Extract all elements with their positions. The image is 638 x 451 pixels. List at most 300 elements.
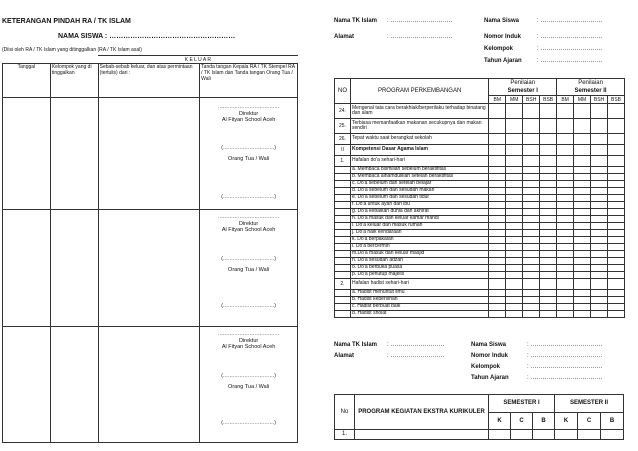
sign-top-dots: ………………………………. [217,331,280,337]
grade-cell[interactable] [540,167,557,174]
footer-value-alamat: : ……………………… [387,353,445,359]
grade-cell[interactable] [557,188,574,195]
grade-cell[interactable] [557,230,574,237]
grade-cell[interactable] [523,304,540,311]
label-kelompok: Kelompok [484,46,514,52]
row-no [335,188,351,195]
grade-cell[interactable] [523,156,540,167]
grade-cell[interactable] [574,297,591,304]
grade-cell[interactable] [591,134,608,145]
grade-cell[interactable] [540,174,557,181]
grade-cell[interactable] [591,181,608,188]
grade-cell[interactable] [506,209,523,216]
footer-value-nama-tk: : ……………………… [387,342,445,348]
grade-label: BSB [607,96,624,104]
grade-cell[interactable] [489,297,506,304]
grade-cell[interactable] [557,195,574,202]
grade-cell[interactable] [574,174,591,181]
grade-cell[interactable] [574,279,591,290]
grade-cell[interactable] [489,279,506,290]
grade-cell[interactable] [506,311,523,318]
grade-cell[interactable] [591,209,608,216]
grade-cell[interactable] [523,188,540,195]
value-kelompok: : …………………………. [537,46,603,52]
grade-cell[interactable] [489,104,506,119]
grade-cell[interactable] [557,174,574,181]
grade-cell[interactable] [607,216,624,223]
grade-cell[interactable] [574,251,591,258]
grade-cell[interactable] [591,145,608,156]
grade-label: MM [506,96,523,104]
grade-cell[interactable] [574,202,591,209]
row-program: e. Do'a sebelum dan sesudah tidur [350,195,488,202]
sign-school: Al Fityan School Aceh [221,117,276,123]
row-program: p. Do'a penutup majelis [350,272,488,279]
grade-cell[interactable] [557,209,574,216]
grade-cell[interactable] [574,181,591,188]
grade-cell[interactable] [607,134,624,145]
grade-cell[interactable] [506,304,523,311]
grade-cell[interactable] [523,174,540,181]
grade-cell[interactable] [506,251,523,258]
grade-cell[interactable] [557,134,574,145]
grade-cell[interactable] [523,195,540,202]
grade-cell[interactable] [607,304,624,311]
footer-value-kelompok: : ……………………………… [527,364,603,370]
row-program: m.Do'a masuk dan keluar masjid [350,251,488,258]
grade-cell[interactable] [506,174,523,181]
grade-cell[interactable] [506,167,523,174]
sign-role: Direktur [238,338,259,344]
sign-parent-label: Orang Tua / Wali [228,267,270,273]
grade-cell[interactable] [607,188,624,195]
grade-cell[interactable] [607,272,624,279]
row-program: h. Do'a masuk dan keluar kamar mandi [350,216,488,223]
sign-school: Al Fityan School Aceh [221,344,276,350]
grade-cell[interactable] [574,272,591,279]
grade-cell[interactable] [489,188,506,195]
grade-cell[interactable] [506,258,523,265]
grade-cell[interactable] [540,258,557,265]
grade-cell[interactable] [523,265,540,272]
grade-cell[interactable] [540,104,557,119]
grade-cell[interactable] [540,297,557,304]
grade-cell[interactable] [607,237,624,244]
grade-cell[interactable] [591,156,608,167]
grade-cell[interactable] [591,311,608,318]
grade-cell[interactable] [591,216,608,223]
row-no [335,258,351,265]
grade-cell[interactable] [506,188,523,195]
row-no [335,304,351,311]
grade-cell[interactable] [607,195,624,202]
grade-cell[interactable] [591,223,608,230]
grade-cell[interactable] [607,202,624,209]
sign-school: Al Fityan School Aceh [221,227,276,233]
label-nama-siswa: Nama Siswa [484,18,520,24]
sign-parent-label: Orang Tua / Wali [228,384,270,390]
grade-cell[interactable] [557,223,574,230]
label-alamat: Alamat [334,34,355,40]
grade-cell[interactable] [591,279,608,290]
col-kelompok: Kelompok yang di tinggalkan [50,64,98,98]
grade-cell[interactable] [506,119,523,134]
col-sebab: Sebab-sebab keluar, dan atas permintaan (tertulis) dari : [98,64,200,98]
ekstra-grade: K [555,413,578,430]
footer-label-tahun-ajaran: Tahun Ajaran [471,375,509,381]
row-program: i. Do'a keluar dan masuk rumah [350,223,488,230]
grade-cell[interactable] [591,104,608,119]
col-program: PROGRAM PERKEMBANGAN [350,79,488,104]
semester-2: Semester II [557,88,625,96]
grade-cell[interactable] [489,181,506,188]
grade-cell[interactable] [591,251,608,258]
grade-label: BSB [540,96,557,104]
grade-cell[interactable] [607,119,624,134]
value-nama-tk: : …………………………. [387,18,453,24]
grade-cell[interactable] [489,290,506,297]
footer-label-alamat: Alamat [334,353,355,359]
sign-top-dots: ………………………………. [217,214,280,220]
grade-cell[interactable] [506,230,523,237]
ekstra-grade: C [578,413,601,430]
grade-cell[interactable] [489,119,506,134]
grade-cell[interactable] [489,237,506,244]
grade-cell[interactable] [540,145,557,156]
assessment-row [335,272,625,279]
grade-cell[interactable] [557,311,574,318]
grade-cell[interactable] [540,244,557,251]
grade-cell[interactable] [523,297,540,304]
grade-cell[interactable] [540,134,557,145]
grade-cell[interactable] [607,156,624,167]
grade-cell[interactable] [557,167,574,174]
grade-cell[interactable] [591,167,608,174]
row-no: 2. [335,279,351,290]
grade-cell[interactable] [557,290,574,297]
grade-cell[interactable] [523,209,540,216]
grade-cell[interactable] [557,244,574,251]
grade-cell[interactable] [607,311,624,318]
grade-cell[interactable] [506,265,523,272]
value-nama-siswa: : …………………………. [537,18,603,24]
grade-cell[interactable] [574,290,591,297]
grade-cell[interactable] [489,202,506,209]
grade-cell[interactable] [591,202,608,209]
value-nomor-induk: : …………………………. [537,34,603,40]
label-tahun-ajaran: Tahun Ajaran [484,58,522,64]
sign-bottom-paren: (………………………….) [221,420,276,426]
ekstra-grade: C [511,413,533,430]
grade-cell[interactable] [591,304,608,311]
grade-cell[interactable] [489,251,506,258]
grade-cell[interactable] [591,237,608,244]
grade-cell[interactable] [523,251,540,258]
grade-cell[interactable] [523,311,540,318]
col-tanggal: Tanggal [3,64,51,98]
grade-cell[interactable] [607,258,624,265]
grade-cell[interactable] [540,223,557,230]
grade-cell[interactable] [523,230,540,237]
grade-cell[interactable] [506,272,523,279]
grade-cell[interactable] [574,223,591,230]
grade-cell[interactable] [540,156,557,167]
grade-cell[interactable] [557,119,574,134]
grade-cell[interactable] [489,195,506,202]
grade-cell[interactable] [540,216,557,223]
grade-cell[interactable] [574,265,591,272]
grade-cell[interactable] [506,244,523,251]
grade-cell[interactable] [557,265,574,272]
keluar-header: K E L U A R [98,56,297,64]
ekstra-semester-2: SEMESTER II [555,395,624,413]
grade-cell[interactable] [607,223,624,230]
ekstra-grade: B [533,413,555,430]
grade-cell[interactable] [489,304,506,311]
row-no [335,195,351,202]
grade-cell[interactable] [489,244,506,251]
assessment-table [334,78,625,318]
grade-cell[interactable] [591,119,608,134]
grade-cell[interactable] [523,145,540,156]
grade-cell[interactable] [574,145,591,156]
row-no: 24. [335,104,351,119]
grade-cell[interactable] [540,230,557,237]
row-program: b. Hadist kebersihan [350,297,488,304]
row-no [335,272,351,279]
sign-block-3 [200,327,298,443]
grade-cell[interactable] [523,290,540,297]
grade-cell[interactable] [540,251,557,258]
row-no: 25. [335,119,351,134]
grade-cell[interactable] [489,311,506,318]
grade-cell[interactable] [489,272,506,279]
grade-cell[interactable] [540,304,557,311]
footer-value-nomor-induk: : ……………………………… [527,353,603,359]
grade-cell[interactable] [523,216,540,223]
grade-cell[interactable] [523,181,540,188]
grade-cell[interactable] [489,145,506,156]
grade-cell[interactable] [506,134,523,145]
row-no [335,174,351,181]
grade-cell[interactable] [607,279,624,290]
grade-cell[interactable] [574,216,591,223]
grade-cell[interactable] [557,104,574,119]
grade-cell[interactable] [574,119,591,134]
grade-cell[interactable] [574,195,591,202]
grade-cell[interactable] [523,119,540,134]
row-program: d. Do'a sebelum dan sesudah makan [350,188,488,195]
grade-cell[interactable] [591,297,608,304]
grade-cell[interactable] [557,304,574,311]
grade-cell[interactable] [489,174,506,181]
row-no [335,237,351,244]
grade-cell[interactable] [523,167,540,174]
grade-cell[interactable] [506,237,523,244]
grade-cell[interactable] [506,145,523,156]
grade-cell[interactable] [489,156,506,167]
grade-cell[interactable] [591,244,608,251]
grade-cell[interactable] [591,265,608,272]
row-program: k. Do'a berpakaian [350,237,488,244]
grade-cell[interactable] [607,251,624,258]
grade-cell[interactable] [557,297,574,304]
row-program: o. Do'a berbuka puasa [350,265,488,272]
grade-cell[interactable] [591,188,608,195]
grade-cell[interactable] [607,174,624,181]
grade-cell[interactable] [523,258,540,265]
footer-label-nomor-induk: Nomor Induk [471,353,508,359]
grade-cell[interactable] [523,202,540,209]
grade-cell[interactable] [506,181,523,188]
grade-cell[interactable] [607,230,624,237]
row-program: Kompetensi Dasar Agama Islam [350,145,488,156]
grade-cell[interactable] [489,209,506,216]
ekstra-row-no: 1. [335,430,355,440]
grade-cell[interactable] [506,195,523,202]
grade-cell[interactable] [523,237,540,244]
grade-cell[interactable] [540,195,557,202]
grade-cell[interactable] [574,258,591,265]
grade-cell[interactable] [540,209,557,216]
grade-cell[interactable] [557,279,574,290]
grade-cell[interactable] [540,202,557,209]
grade-cell[interactable] [506,216,523,223]
student-name-line: NAMA SISWA : ……………………………………………… [58,33,236,40]
grade-cell[interactable] [607,209,624,216]
grade-cell[interactable] [489,167,506,174]
grade-cell[interactable] [540,311,557,318]
grade-cell[interactable] [574,304,591,311]
grade-cell[interactable] [574,230,591,237]
grade-cell[interactable] [591,258,608,265]
grade-cell[interactable] [557,202,574,209]
grade-cell[interactable] [574,167,591,174]
grade-cell[interactable] [607,145,624,156]
grade-cell[interactable] [591,174,608,181]
grade-cell[interactable] [523,104,540,119]
grade-cell[interactable] [489,134,506,145]
grade-cell[interactable] [557,237,574,244]
assessment-row [335,156,625,167]
grade-cell[interactable] [574,311,591,318]
sign-top-dots: ………………………………. [217,104,280,110]
penilaian-1: Penilaian [489,79,557,88]
grade-cell[interactable] [523,279,540,290]
grade-cell[interactable] [506,156,523,167]
assessment-row [335,311,625,318]
row-no [335,244,351,251]
sign-bottom-paren: (………………………….) [221,194,276,200]
grade-cell[interactable] [506,223,523,230]
fill-note: (Diisi oleh RA / TK Islam yang ditinggalkan (RA / TK Islam asal) [2,47,142,53]
grade-cell[interactable] [574,134,591,145]
grade-cell[interactable] [506,202,523,209]
grade-cell[interactable] [557,145,574,156]
grade-cell[interactable] [540,290,557,297]
grade-cell[interactable] [489,223,506,230]
grade-cell[interactable] [591,272,608,279]
grade-cell[interactable] [540,272,557,279]
sign-block-1 [200,98,298,210]
row-no [335,202,351,209]
grade-cell[interactable] [574,156,591,167]
footer-value-tahun-ajaran: : ……………………………… [527,375,603,381]
grade-cell[interactable] [557,258,574,265]
grade-cell[interactable] [523,272,540,279]
grade-cell[interactable] [607,167,624,174]
grade-cell[interactable] [574,188,591,195]
grade-cell[interactable] [607,244,624,251]
grade-label: BSH [591,96,608,104]
grade-cell[interactable] [506,279,523,290]
grade-cell[interactable] [540,188,557,195]
grade-cell[interactable] [574,244,591,251]
grade-cell[interactable] [540,279,557,290]
grade-cell[interactable] [607,265,624,272]
assessment-row [335,279,625,290]
row-no [335,290,351,297]
grade-cell[interactable] [574,104,591,119]
grade-cell[interactable] [591,230,608,237]
grade-cell[interactable] [540,237,557,244]
grade-cell[interactable] [574,209,591,216]
row-no [335,216,351,223]
grade-cell[interactable] [540,119,557,134]
grade-cell[interactable] [607,290,624,297]
grade-cell[interactable] [523,223,540,230]
grade-cell[interactable] [607,181,624,188]
row-no [335,230,351,237]
grade-cell[interactable] [557,272,574,279]
sign-paren: (………………………….) [221,145,276,151]
grade-cell[interactable] [489,265,506,272]
left-title: KETERANGAN PINDAH RA / TK ISLAM [2,18,131,25]
grade-cell[interactable] [489,230,506,237]
grade-cell[interactable] [523,244,540,251]
assessment-row [335,119,625,134]
grade-cell[interactable] [506,290,523,297]
grade-cell[interactable] [591,290,608,297]
grade-cell[interactable] [557,181,574,188]
grade-cell[interactable] [607,297,624,304]
row-program: c. Hadist berbuat baik [350,304,488,311]
grade-cell[interactable] [607,104,624,119]
ekstra-col-no: No [335,395,355,430]
grade-cell[interactable] [557,251,574,258]
grade-cell[interactable] [557,156,574,167]
row-program: j. Do'a naik kendaraan [350,230,488,237]
grade-cell[interactable] [523,134,540,145]
row-program: c. Do'a sebelum dan setelah belajar [350,181,488,188]
row-no: II [335,145,351,156]
semester-1: Semester I [489,88,557,96]
grade-cell[interactable] [489,216,506,223]
row-no [335,223,351,230]
grade-cell[interactable] [540,181,557,188]
grade-cell[interactable] [557,216,574,223]
grade-cell[interactable] [591,195,608,202]
row-program: n. Do'a sesudah adzan [350,258,488,265]
grade-label: MM [574,96,591,104]
assessment-row [335,145,625,156]
grade-cell[interactable] [574,237,591,244]
sign-parent-label: Orang Tua / Wali [228,156,270,162]
grade-cell[interactable] [489,258,506,265]
grade-cell[interactable] [540,265,557,272]
grade-cell[interactable] [506,104,523,119]
grade-cell[interactable] [506,297,523,304]
